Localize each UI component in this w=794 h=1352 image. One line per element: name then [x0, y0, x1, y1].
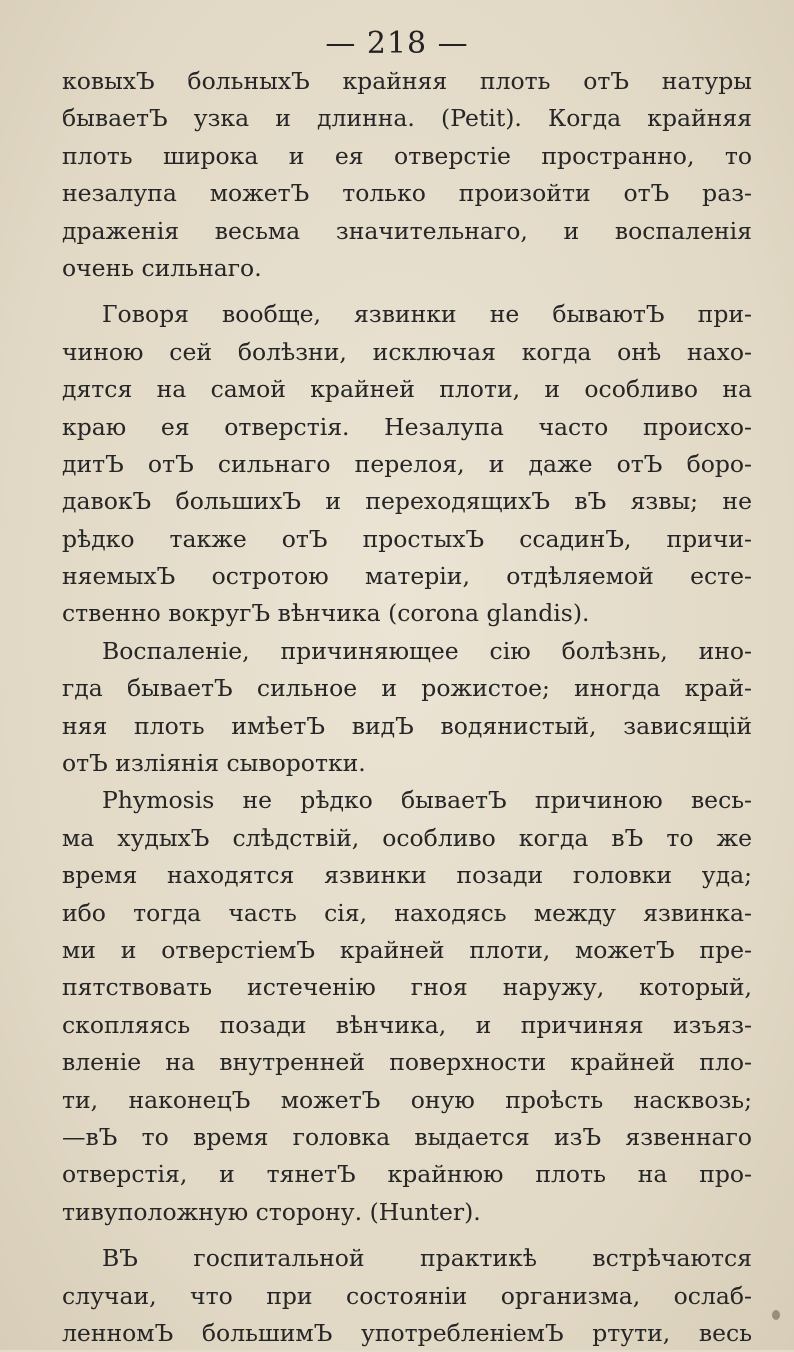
paragraph-3	[62, 633, 752, 783]
text-line: тивуположную сторону. (Hunter).	[62, 1197, 481, 1226]
paragraph-4	[62, 782, 752, 1231]
text-line: плоть широка и ея отверстіе пространно, то	[62, 141, 752, 170]
text-line: ленномЪ большимЪ употребленіемЪ ртути, весь	[62, 1318, 752, 1347]
text-line: ковыхЪ больныхЪ крайняя плоть отЪ натуры	[62, 67, 752, 95]
paragraph-1	[62, 63, 752, 287]
text-line: гда бываетЪ сильное и рожистое; иногда край-	[62, 674, 752, 703]
ink-smudge	[772, 1310, 780, 1320]
text-line: ственно вокругЪ вѣнчика (corona glandis).	[62, 599, 590, 628]
text-line: няя плоть имѣетЪ видЪ водянистый, зависящій	[62, 711, 752, 740]
text-line: очень сильнаго.	[62, 253, 262, 282]
text-line: случаи, что при состояніи организма, ослаб-	[62, 1281, 752, 1310]
text-line: отверстія, и тянетЪ крайнюю плоть на про-	[62, 1160, 752, 1189]
text-line: скопляясь позади вѣнчика, и причиняя изъяз-	[62, 1010, 752, 1039]
text-line: чиною сей болѣзни, исключая когда онѣ нахо-	[62, 337, 752, 366]
text-line: рѣдко также отЪ простыхЪ ссадинЪ, причи-	[62, 524, 752, 553]
text-line: Говоря вообще, язвинки не бываютЪ при-	[102, 300, 752, 329]
text-line: отЪ изліянія сыворотки.	[62, 749, 366, 778]
text-line: вленіе на внутренней поверхности крайней пло-	[62, 1048, 752, 1077]
text-line: давокЪ большихЪ и переходящихЪ вЪ язвы; не	[62, 487, 752, 516]
text-line: ВЪ госпитальной практикѣ встрѣчаются	[102, 1244, 752, 1273]
text-line: время находятся язвинки позади головки уда;	[62, 861, 752, 890]
text-line: бываетЪ узка и длинна. (Petit). Когда крайняя	[62, 104, 752, 133]
text-line: пятствовать истеченію гноя наружу, который,	[62, 973, 752, 1002]
text-line: —вЪ то время головка выдается изЪ язвеннаго	[62, 1122, 752, 1151]
text-line: няемыхЪ остротою матеріи, отдѣляемой есте-	[62, 562, 752, 591]
paragraph-5	[62, 1240, 752, 1352]
text-line: дятся на самой крайней плоти, и особливо на	[62, 375, 752, 404]
text-line: ти, наконецЪ можетЪ оную проѣсть насквозь;	[62, 1085, 752, 1114]
text-line: незалупа можетЪ только произойти отЪ раз-	[62, 179, 752, 208]
text-line: ма худыхЪ слѣдствій, особливо когда вЪ то же	[62, 823, 752, 852]
text-line: краю ея отверстія. Незалупа часто происхо-	[62, 412, 752, 441]
text-line: дитЪ отЪ сильнаго перелоя, и даже отЪ боро-	[62, 449, 752, 478]
text-line: Воспаленіе, причиняющее сію болѣзнь, ино-	[102, 636, 752, 665]
page-number: — 218 —	[325, 26, 469, 61]
paragraph-2	[62, 296, 752, 633]
text-line: ибо тогда часть сія, находясь между язвинка-	[62, 898, 752, 927]
text-line: Phymosis не рѣдко бываетЪ причиною весь-	[102, 786, 752, 815]
text-line: ми и отверстіемЪ крайней плоти, можетЪ пре-	[62, 935, 752, 964]
text-body	[62, 63, 752, 1352]
text-line: драженія весьма значительнаго, и воспаленія	[62, 216, 752, 245]
